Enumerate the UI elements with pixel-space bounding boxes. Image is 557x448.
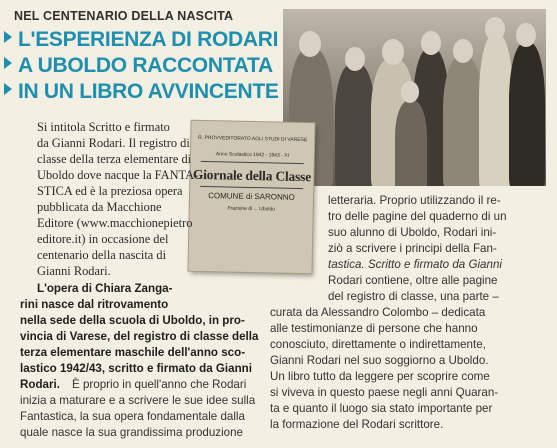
kicker: NEL CENTENARIO DELLA NASCITA [14, 9, 234, 23]
intro-line: da Gianni Rodari. Il registro di [37, 136, 190, 150]
intro-line: STICA ed è la preziosa opera [37, 184, 183, 198]
arrow-icon [4, 57, 12, 69]
book-cover-image [188, 121, 314, 274]
body-line: conosciuto, direttamente o indirettamente, [270, 338, 486, 351]
body-line: ziò a scrivere i principi della Fan- [328, 242, 497, 255]
intro-line: pubblicata da Macchione [37, 200, 162, 214]
headline-line-3: IN UN LIBRO AVVINCENTE [4, 80, 279, 104]
bold-line: L'opera di Chiara Zanga- [37, 282, 173, 295]
bold-line: nella sede della scuola di Uboldo, in pro- [20, 314, 245, 327]
body-line: quale nasce la sua grandissima produzione [20, 426, 243, 439]
book-cover-frazione: Frazione di ... Uboldo [227, 205, 276, 213]
body-line: Un libro tutto da leggere per scoprire come [270, 370, 490, 383]
body-line: letteraria. Proprio utilizzando il re- [328, 194, 501, 207]
bold-line: vincia di Varese, del registro di classe della [20, 330, 259, 343]
group-photo [283, 9, 546, 186]
intro-line: classe della terza elementare di [37, 152, 192, 166]
bold-line: lastico 1942/43, scritto e firmato da Gianni [20, 362, 252, 375]
headline-line-2: A UBOLDO RACCONTATA [4, 54, 273, 78]
body-line: suo alunno di Uboldo, Rodari ini- [328, 226, 497, 239]
body-line: ta e quanto il luogo sia stato importante per [270, 402, 493, 415]
headline-line-1: L'ESPERIENZA DI RODARI [4, 28, 278, 52]
body-line: Fantastica, la sua opera fondamentale dalla [20, 410, 245, 423]
body-line: si viveva in questo paese negli anni Quaran- [270, 386, 499, 399]
body-line: tro delle pagine del quaderno di un [328, 210, 507, 223]
body-line: È proprio in quell'anno che Rodari [72, 378, 247, 391]
intro-line: Si intitola Scritto e firmato [37, 120, 170, 134]
book-cover-header: R. PROVVEDITORATO AGLI STUDI DI VARESE [198, 134, 308, 144]
bold-line: terza elementare maschile dell'anno sco- [20, 346, 246, 359]
arrow-icon [4, 31, 12, 43]
body-line: curata da Alessandro Colombo – dedicata [270, 306, 486, 319]
bold-line: rini nasce dal ritrovamento [20, 298, 169, 311]
book-cover-title: Giornale della Classe [192, 166, 312, 185]
body-line: Gianni Rodari nel suo soggiorno a Uboldo. [270, 354, 489, 367]
intro-line: centenario della nascita di [37, 248, 167, 262]
intro-line: Editore (www.macchionepietro [37, 216, 193, 230]
book-cover-year: Anno Scolastico 1942 - 1943 - XI [215, 151, 289, 159]
arrow-icon [4, 83, 12, 95]
book-cover-comune: COMUNE di SARONNO [208, 191, 295, 202]
body-line: inizia a maturare e a scrivere le sue idee sulla [20, 394, 256, 407]
body-line: la formazione del Rodari scrittore. [270, 418, 444, 431]
bold-line: Rodari. [20, 378, 60, 391]
body-line: alle testimonianze di persone che hanno [270, 322, 478, 335]
body-line: tastica. Scritto e firmato da Gianni [328, 258, 502, 271]
intro-line: Gianni Rodari. [37, 264, 111, 278]
body-line: Rodari contiene, oltre alle pagine [328, 274, 498, 287]
intro-line: editore.it) in occasione del [37, 232, 169, 246]
body-line: del registro di classe, una parte – [328, 290, 499, 303]
intro-line: Uboldo dove nacque la FANTA- [37, 168, 199, 182]
